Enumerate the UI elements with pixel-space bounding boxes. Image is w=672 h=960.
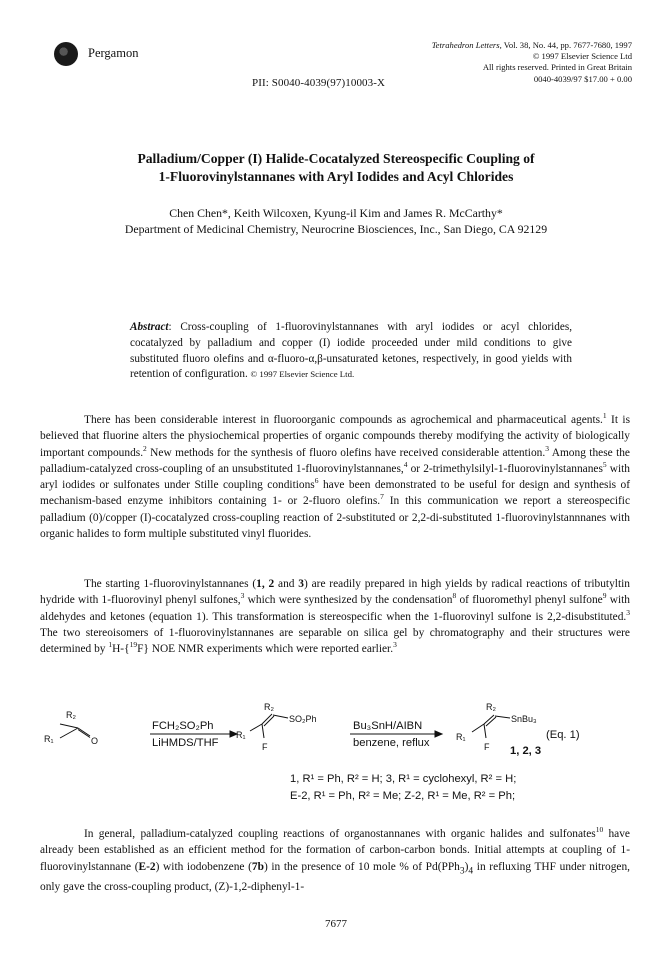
- ref-2: 2: [143, 443, 147, 453]
- rights-line: All rights reserved. Printed in Great Britain: [482, 62, 632, 73]
- paragraph-2: The starting 1-fluorovinylstannanes (1, 2 and 3) are readily prepared in high yields by radical reactions of tributyltin hydride with 1-fluorovinyl phenyl sulfones,$^3$ which were synthesized by the condensation$^8$ of fluoromethyl phenyl sulfone$^9$ with aldehydes and ketones (equation 1). This transformation is stereospecific when the 1-fluorovinyl sulfone is 2,2-disubstituted.$^3$ The two stereoisomers of 1-fluorovinylstannanes are separable on silica gel by chromatography and their structures were determined by $^1$H-{$^{19}$F} NOE NMR experiments which were reported earlier.$^3$: [40, 578, 630, 656]
- label-r2-sulfone: R₂: [264, 702, 274, 712]
- label-r1-stannane: R₁: [456, 732, 466, 742]
- ref-3: 3: [545, 443, 549, 453]
- page-number: 7677: [325, 918, 347, 930]
- ref-3: 3: [393, 640, 397, 650]
- reagent-1-bottom: LiHMDS/THF: [152, 737, 219, 749]
- ref-7: 7: [380, 492, 384, 502]
- abstract: [130, 320, 572, 383]
- journal-name: Tetrahedron Letters,: [431, 40, 502, 50]
- label-o: O: [91, 736, 99, 746]
- label-r2-ketone: R₂: [66, 710, 76, 720]
- label-r1-sulfone: R₁: [236, 730, 246, 740]
- label-so2ph: SO₂Ph: [289, 714, 317, 724]
- label-r2-stannane: R₂: [486, 702, 496, 712]
- compound-numbers: 1, 2, 3: [510, 745, 542, 757]
- publisher-name: Pergamon: [88, 46, 139, 60]
- label-r1-ketone: R₁: [44, 734, 54, 744]
- scheme-svg: [40, 698, 640, 818]
- title-line-1: Palladium/Copper (I) Halide-Cocatalyzed Stereospecific Coupling of: [137, 151, 535, 166]
- issn-line: 0040-4039/97 $17.00 + 0.00: [533, 73, 632, 84]
- reagent-2-top: Bu₃SnH/AIBN: [353, 720, 423, 732]
- reaction-scheme: [40, 698, 640, 818]
- paragraph-3: In general, palladium-catalyzed coupling reactions of organostannanes with organic halides and sulfonates$^{10}$ have already been established as an efficient method for the formation of carbon-carbon bonds. Initial attempts at coupling of 1-fluorovinylstannane (E-2) with iodobenzene (7b) in the presence of 10 mole % of $Pd(PPh_3)_4$ in refluxing THF under nitrogen, only gave the cross-coupling product, (Z)-1,2-diphenyl-1-: [40, 825, 630, 894]
- paper-title: [60, 150, 612, 186]
- title-line-2: 1-Fluorovinylstannanes with Aryl Iodides and Acyl Chlorides: [158, 169, 514, 184]
- affiliation: Department of Medicinal Chemistry, Neurocrine Biosciences, Inc., San Diego, CA 92129: [124, 222, 548, 236]
- paragraph-1: There has been considerable interest in fluoroorganic compounds as agrochemical and pharmaceutical agents.$^1$ It is believed that fluorine alters the physiochemical properties of organic compounds thereby modifying the activity of biologically important compounds.$^2$ New methods for the synthesis of fluoro olefins have received considerable attention.$^3$ Among these the palladium-catalyzed cross-coupling of an unsubstituted 1-fluorovinylstannanes,$^4$ or 2-trimethylsilyl-1-fluorovinylstannanes$^5$ with aryl iodides or sulfonates under Stille coupling conditions$^6$ have been demonstrated to be useful for design and synthesis of mechanism-based enzyme inhibitors containing 1- or 2-fluoro olefins.$^7$ In this communication we report a stereospecific palladium (0)/copper (I)-cocatalyzed cross-coupling reaction of 2-substituted or 2,2-di-substituted 1-fluorovinylstannnanes with organic halides to form multiple substituted vinyl fluorides.: [40, 411, 630, 541]
- abstract-label: Abstract: [130, 321, 169, 333]
- label-snbu3: SnBu₃: [511, 714, 537, 724]
- ref-1: 1: [602, 411, 607, 420]
- reagent-1-top: FCH₂SO₂Ph: [152, 720, 214, 732]
- label-f-stannane: F: [484, 742, 490, 752]
- ref-3: 3: [240, 591, 245, 601]
- ref-10: 10: [595, 825, 604, 834]
- ref-3: 3: [626, 607, 630, 617]
- ref-5: 5: [602, 459, 607, 469]
- reagent-2-bottom: benzene, reflux: [353, 737, 430, 749]
- ref-4: 4: [403, 459, 408, 469]
- compound-legend-line-1: 1, R¹ = Ph, R² = H; 3, R¹ = cyclohexyl, R² = H;: [290, 773, 517, 785]
- abstract-copyright: © 1997 Elsevier Science Ltd.: [250, 369, 355, 380]
- eq-label: (Eq. 1): [546, 729, 580, 741]
- pii: PII: S0040-4039(97)10003-X: [252, 77, 386, 89]
- abstract-text: : Cross-coupling of 1-fluorovinylstannanes with aryl iodides or acyl chlorides, cocatalyzed by palladium and copper (I) iodide proceeded under mild conditions to give substituted fluoro olefins and α-fluoro-α,β-unsaturated ketones, respectively, in good yields with retention of configuration.: [130, 321, 572, 381]
- ref-6: 6: [314, 476, 319, 486]
- pergamon-logo: [54, 42, 78, 66]
- authors: Chen Chen*, Keith Wilcoxen, Kyung-il Kim and James R. McCarthy*: [169, 206, 503, 220]
- compound-legend-line-2: E-2, R¹ = Ph, R² = Me; Z-2, R¹ = Me, R² = Ph;: [290, 790, 516, 802]
- ref-9: 9: [602, 591, 607, 601]
- ref-8: 8: [452, 591, 457, 601]
- copyright-line: © 1997 Elsevier Science Ltd: [532, 51, 632, 62]
- volume-info: Vol. 38, No. 44, pp. 7677-7680, 1997: [503, 40, 632, 50]
- journal-reference: [432, 40, 632, 85]
- label-f-sulfone: F: [262, 742, 268, 752]
